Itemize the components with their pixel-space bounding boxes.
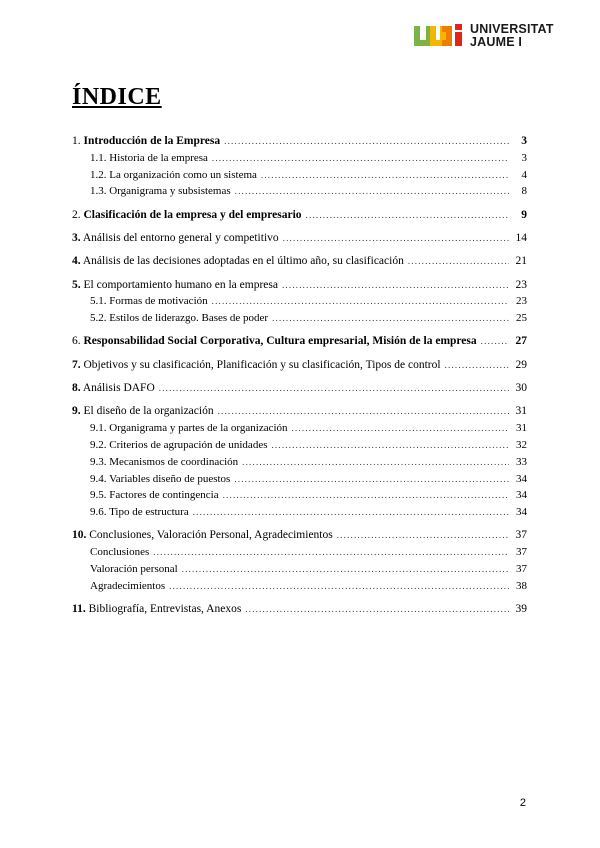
toc-entry-title [90, 544, 149, 561]
toc-dot-leader [223, 487, 509, 504]
page-number: 2 [519, 797, 526, 809]
toc-entry-label: Valoración personal [90, 563, 178, 576]
toc-entry-title [90, 420, 288, 437]
toc-entry-label: Criterios de agrupación de unidades [109, 438, 268, 451]
toc-page-number: 23 [516, 295, 527, 308]
toc-entry-label: La organización como un sistema [109, 168, 257, 181]
toc-entry[interactable] [72, 230, 527, 247]
toc-entry[interactable] [72, 403, 527, 420]
toc-entry-label: Responsabilidad Social Corporativa, Cultura empresarial, Misión de la empresa [83, 335, 477, 348]
toc-page-number: 38 [516, 579, 527, 592]
toc-entry-number: 3. [72, 231, 81, 244]
toc-entry-number: 10. [72, 529, 87, 542]
toc-dot-leader [218, 403, 509, 420]
toc-dot-leader [245, 601, 509, 618]
toc-entry-title [72, 601, 241, 618]
toc-entry-number: 9.1. [90, 422, 107, 435]
toc-page-number: 33 [516, 455, 527, 468]
toc-entry-label: El diseño de la organización [83, 405, 214, 418]
toc-dot-leader [212, 293, 509, 310]
toc-dot-leader [283, 230, 509, 247]
toc-entry-title [72, 133, 220, 150]
toc-entry-number: 1.1. [90, 151, 107, 164]
toc-page-number: 39 [515, 603, 527, 616]
toc-entry[interactable] [72, 207, 527, 224]
toc-entry[interactable] [72, 561, 527, 578]
toc-entry-number: 1.3. [90, 185, 107, 198]
toc-entry-title [72, 277, 278, 294]
toc-entry[interactable] [72, 310, 527, 327]
toc-page-number: 8 [521, 185, 527, 198]
toc-entry[interactable] [72, 277, 527, 294]
toc-entry-title [72, 253, 404, 270]
toc-entry-number: 11. [72, 603, 86, 616]
toc-dot-leader [408, 253, 509, 270]
toc-dot-leader [169, 578, 509, 595]
toc-page-number: 23 [515, 278, 527, 291]
toc-entry[interactable] [72, 471, 527, 488]
toc-entry[interactable] [72, 437, 527, 454]
toc-entry-title [90, 183, 231, 200]
toc-entry-title [72, 403, 214, 420]
toc-entry-label: Factores de contingencia [109, 489, 219, 502]
toc-entry-number: 5. [72, 278, 81, 291]
toc-entry-number: 9.3. [90, 455, 107, 468]
toc-entry-title [72, 357, 441, 374]
toc-entry-title [90, 437, 267, 454]
toc-entry[interactable] [72, 578, 527, 595]
toc-entry[interactable] [72, 544, 527, 561]
toc-entry-number: 9. [72, 405, 81, 418]
toc-page-number: 14 [515, 231, 527, 244]
toc-dot-leader [242, 454, 509, 471]
toc-entry-number: 1.2. [90, 168, 107, 181]
toc-entry[interactable] [72, 167, 527, 184]
toc-dot-leader [261, 167, 509, 184]
toc-entry-number: 9.6. [90, 506, 107, 519]
toc-entry-number: 6. [72, 335, 81, 348]
toc-entry-title [90, 561, 178, 578]
toc-entry-title [90, 310, 268, 327]
toc-entry-title [90, 167, 257, 184]
toc-entry-number: 5.2. [90, 312, 107, 325]
toc-dot-leader [159, 380, 509, 397]
toc-page-number: 21 [515, 255, 527, 268]
toc-page-number: 30 [515, 382, 527, 395]
logo-wordmark [470, 23, 554, 49]
toc-entry-title [90, 293, 208, 310]
toc-entry-label: Agradecimientos [90, 579, 166, 592]
toc-entry-label: Clasificación de la empresa y del empresario [83, 208, 302, 221]
toc-entry-label: Análisis del entorno general y competitivo [82, 231, 279, 244]
university-logo [412, 22, 572, 52]
toc-entry[interactable] [72, 183, 527, 200]
toc-entry-label: Tipo de estructura [109, 506, 189, 519]
toc-entry-label: Formas de motivación [109, 295, 208, 308]
toc-dot-leader [271, 437, 509, 454]
toc-entry-title [72, 207, 302, 224]
toc-entry[interactable] [72, 487, 527, 504]
toc-dot-leader [282, 277, 509, 294]
toc-page-number: 31 [516, 422, 527, 435]
toc-entry-label: Mecanismos de coordinación [109, 455, 239, 468]
toc-page-number: 27 [515, 335, 527, 348]
toc-entry[interactable] [72, 420, 527, 437]
toc-entry-label: Objetivos y su clasificación, Planificación y su clasificación, Tipos de control [83, 358, 441, 371]
toc-entry-title [90, 454, 238, 471]
toc-page-number: 37 [516, 546, 527, 559]
toc-entry-title [72, 230, 279, 247]
toc-dot-leader [481, 333, 509, 350]
toc-dot-leader [235, 183, 509, 200]
toc-entry-number: 9.4. [90, 472, 107, 485]
toc-entry-label: Variables diseño de puestos [109, 472, 231, 485]
logo-line-1: UNIVERSITAT [470, 22, 554, 36]
toc-entry-title [90, 578, 165, 595]
toc-dot-leader [306, 207, 509, 224]
toc-page-number: 31 [515, 405, 527, 418]
toc-page-number: 34 [516, 489, 527, 502]
toc-entry-number: 9.2. [90, 438, 107, 451]
toc-dot-leader [234, 471, 509, 488]
toc-entry-number: 7. [72, 358, 81, 371]
toc-entry-number: 5.1. [90, 295, 107, 308]
toc-entry-title [90, 150, 208, 167]
toc-page-number: 4 [521, 168, 527, 181]
toc-dot-leader [272, 310, 509, 327]
toc-page-number: 9 [521, 208, 527, 221]
toc-entry-title [90, 471, 230, 488]
toc-entry[interactable] [72, 454, 527, 471]
toc-entry-number: 4. [72, 255, 81, 268]
toc-page-number: 29 [515, 358, 527, 371]
toc-page-number: 34 [516, 506, 527, 519]
toc-dot-leader [153, 544, 509, 561]
toc-entry-label: Bibliografía, Entrevistas, Anexos [88, 603, 242, 616]
toc-dot-leader [193, 504, 509, 521]
toc-entry-label: Organigrama y subsistemas [109, 185, 231, 198]
toc-entry-label: Conclusiones [90, 546, 150, 559]
toc-entry-label: Estilos de liderazgo. Bases de poder [109, 312, 269, 325]
toc-entry-label: El comportamiento humano en la empresa [83, 278, 278, 291]
table-of-contents [72, 133, 527, 618]
toc-entry[interactable] [72, 133, 527, 150]
toc-entry-number: 1. [72, 135, 81, 147]
toc-entry-number: 8. [72, 382, 81, 395]
toc-entry-label: Análisis de las decisiones adoptadas en el último año, su clasificación [82, 255, 404, 268]
toc-entry-title [72, 380, 155, 397]
page-title: ÍNDICE [72, 84, 162, 110]
toc-entry[interactable] [72, 333, 527, 350]
toc-entry[interactable] [72, 150, 527, 167]
toc-dot-leader [212, 150, 509, 167]
toc-page-number: 32 [516, 438, 527, 451]
toc-page-number: 25 [516, 312, 527, 325]
toc-entry-label: Introducción de la Empresa [83, 135, 221, 147]
toc-page-number: 37 [515, 529, 527, 542]
toc-entry[interactable] [72, 253, 527, 270]
toc-entry[interactable] [72, 601, 527, 618]
uji-logo-icon [412, 22, 468, 48]
toc-entry[interactable] [72, 380, 527, 397]
toc-page-number: 3 [521, 135, 527, 147]
toc-page-number: 37 [516, 563, 527, 576]
toc-entry-title [90, 487, 219, 504]
toc-entry-title [90, 504, 189, 521]
toc-dot-leader [337, 527, 509, 544]
toc-page-number: 3 [521, 151, 527, 164]
toc-entry-title [72, 527, 333, 544]
toc-dot-leader [445, 357, 509, 374]
toc-dot-leader [224, 133, 509, 150]
toc-entry-label: Conclusiones, Valoración Personal, Agradecimientos [89, 529, 333, 542]
toc-entry[interactable] [72, 357, 527, 374]
logo-line-2: JAUME I [470, 35, 523, 49]
toc-dot-leader [292, 420, 509, 437]
toc-entry-number: 9.5. [90, 489, 107, 502]
toc-entry-label: Historia de la empresa [109, 151, 208, 164]
toc-page-number: 34 [516, 472, 527, 485]
toc-entry-label: Organigrama y partes de la organización [109, 422, 288, 435]
toc-entry-title [72, 333, 477, 350]
toc-entry[interactable] [72, 527, 527, 544]
toc-entry[interactable] [72, 293, 527, 310]
toc-entry[interactable] [72, 504, 527, 521]
toc-entry-label: Análisis DAFO [82, 382, 155, 395]
toc-dot-leader [182, 561, 509, 578]
toc-entry-number: 2. [72, 208, 81, 221]
